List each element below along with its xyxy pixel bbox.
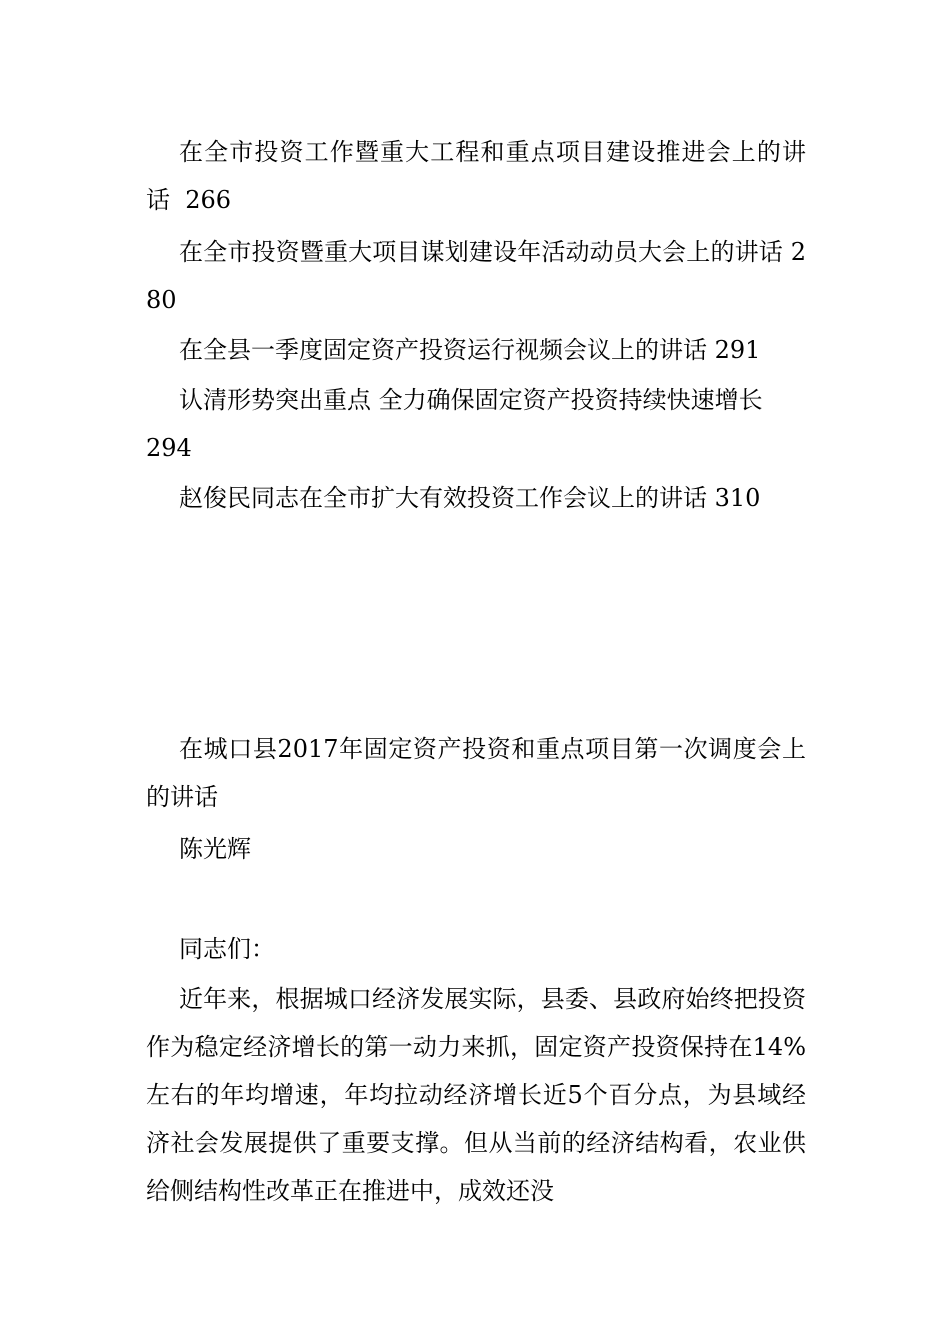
toc-entry-4	[146, 376, 806, 472]
toc-entry-page: 294	[146, 434, 192, 462]
toc-entry-1	[146, 128, 806, 224]
toc-entry-page: 291	[714, 336, 761, 364]
article-greeting: 同志们：	[179, 935, 275, 963]
article-author: 陈光辉	[179, 835, 251, 863]
toc-entry-title: 赵俊民同志在全市扩大有效投资工作会议上的讲话	[179, 484, 707, 512]
toc-entry-title: 在全市投资工作暨重大工程和重点项目建设推进会上的讲话	[146, 138, 806, 214]
toc-entry-title: 认清形势突出重点 全力确保固定资产投资持续快速增长	[179, 386, 763, 414]
article-paragraph: 近年来，根据城口经济发展实际，县委、县政府始终把投资作为稳定经济增长的第一动力来抓，固定资产投资保持在14%左右的年均增速，年均拉动经济增长近5个百分点，为县域经济社会发展提供了重要支撑。但从当前的经济结构看，农业供给侧结构性改革正在推进中，成效还没	[146, 985, 806, 1205]
toc-entry-title: 在全县一季度固定资产投资运行视频会议上的讲话	[179, 336, 707, 364]
toc-entry-5	[179, 474, 760, 522]
toc-entry-2	[146, 228, 806, 324]
article-title: 在城口县2017年固定资产投资和重点项目第一次调度会上的讲话	[146, 735, 806, 811]
toc-entry-3	[179, 326, 760, 374]
toc-entry-page: 310	[714, 484, 761, 512]
toc-entry-page: 266	[185, 186, 232, 214]
toc-entry-page: 280	[146, 238, 806, 314]
toc-entry-title: 在全市投资暨重大项目谋划建设年活动动员大会上的讲话	[179, 238, 783, 266]
